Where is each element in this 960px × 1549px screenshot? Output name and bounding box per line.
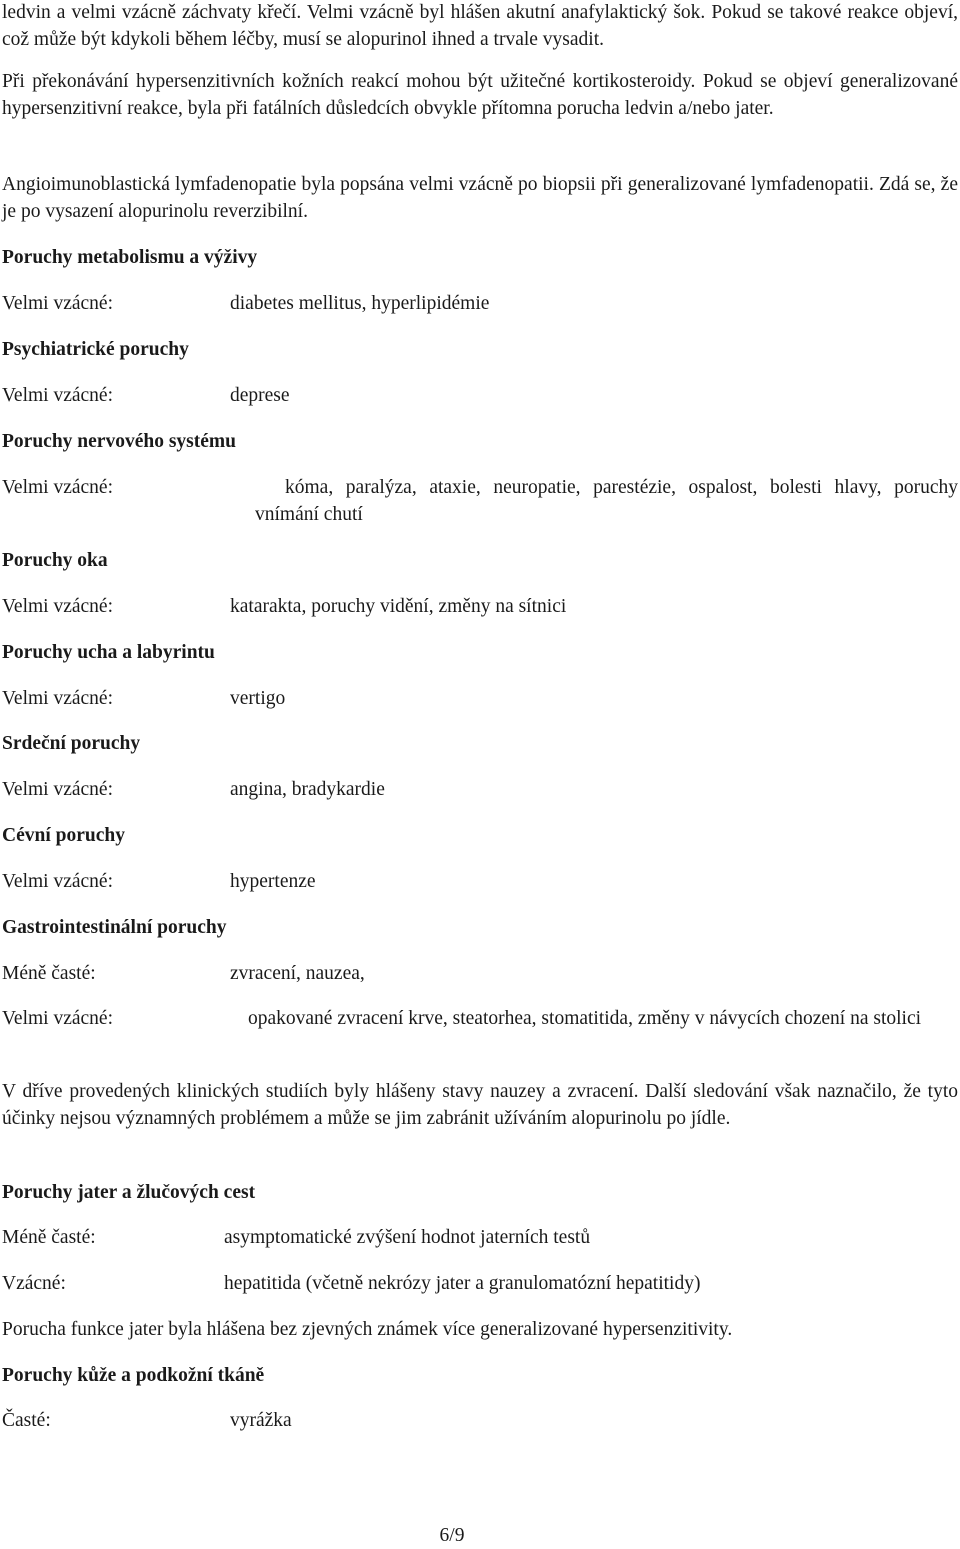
adverse-effects-value: angina, bradykardie bbox=[230, 779, 385, 800]
section-heading-vascular: Cévní poruchy bbox=[2, 825, 125, 846]
frequency-label: Velmi vzácné: bbox=[2, 688, 113, 709]
frequency-label: Méně časté: bbox=[2, 963, 96, 984]
adverse-effects-value: katarakta, poruchy vidění, změny na sítnici bbox=[230, 596, 567, 617]
intro-paragraph-1: ledvin a velmi vzácně záchvaty křečí. Velmi vzácně byl hlášen akutní anafylaktický šok. Pokud se takové reakce objeví, což může být kdykoli během léčby, musí se alopurinol ihned a trvale vysadit. bbox=[2, 2, 958, 50]
adverse-effects-value: hepatitida (včetně nekrózy jater a granulomatózní hepatitidy) bbox=[224, 1273, 701, 1294]
section-heading-gastrointestinal: Gastrointestinální poruchy bbox=[2, 917, 227, 938]
section-note: V dříve provedených klinických studiích byly hlášeny stavy nauzey a zvracení. Další sledování však naznačilo, že tyto účinky nejsou významných problémem a může se jim zabránit užíváním alopurinolu po jídle. bbox=[2, 1081, 958, 1129]
frequency-label: Velmi vzácné: bbox=[2, 1008, 113, 1029]
adverse-effects-value: vertigo bbox=[230, 688, 286, 709]
section-heading-eye: Poruchy oka bbox=[2, 550, 108, 571]
frequency-label: Méně časté: bbox=[2, 1227, 96, 1248]
frequency-label: Velmi vzácné: bbox=[2, 293, 113, 314]
section-heading-psychiatric: Psychiatrické poruchy bbox=[2, 339, 189, 360]
frequency-label: Velmi vzácné: bbox=[2, 385, 113, 406]
frequency-label: Velmi vzácné: bbox=[2, 477, 113, 498]
intro-paragraph-3: Angioimunoblastická lymfadenopatie byla popsána velmi vzácně po biopsii při generalizované lymfadenopatii. Zdá se, že je po vysazení alopurinolu reverzibilní. bbox=[2, 174, 958, 222]
adverse-effects-value: deprese bbox=[230, 385, 290, 406]
section-heading-metabolism: Poruchy metabolismu a výživy bbox=[2, 247, 258, 268]
frequency-label: Velmi vzácné: bbox=[2, 596, 113, 617]
section-heading-skin: Poruchy kůže a podkožní tkáně bbox=[2, 1365, 265, 1386]
adverse-effects-value: hypertenze bbox=[230, 871, 316, 892]
adverse-effects-value: opakované zvracení krve, steatorhea, stomatitida, změny v návycích chození na stolici bbox=[248, 1008, 922, 1029]
section-heading-cardiac: Srdeční poruchy bbox=[2, 733, 141, 754]
intro-paragraph-2: Při překonávání hypersenzitivních kožních reakcí mohou být užitečné kortikosteroidy. Pokud se objeví generalizované hypersenzitivní reakce, byla při fatálních důsledcích obvykle přítomna porucha ledvin a/nebo jater. bbox=[2, 71, 958, 119]
section-heading-hepatobiliary: Poruchy jater a žlučových cest bbox=[2, 1182, 256, 1203]
section-heading-nervous-system: Poruchy nervového systému bbox=[2, 431, 236, 452]
page-number: 6/9 bbox=[439, 1525, 465, 1546]
section-heading-ear: Poruchy ucha a labyrintu bbox=[2, 642, 215, 663]
adverse-effects-value: kóma, paralýza, ataxie, neuropatie, parestézie, ospalost, bolesti hlavy, poruchy vnímání chutí bbox=[255, 477, 958, 525]
frequency-label: Časté: bbox=[2, 1410, 51, 1431]
frequency-label: Velmi vzácné: bbox=[2, 871, 113, 892]
adverse-effects-value: diabetes mellitus, hyperlipidémie bbox=[230, 293, 490, 314]
adverse-effects-value: asymptomatické zvýšení hodnot jaterních testů bbox=[224, 1227, 591, 1248]
frequency-label: Velmi vzácné: bbox=[2, 779, 113, 800]
adverse-effects-value: zvracení, nauzea, bbox=[230, 963, 365, 984]
section-note: Porucha funkce jater byla hlášena bez zjevných známek více generalizované hypersenzitivity. bbox=[2, 1319, 733, 1340]
adverse-effects-value: vyrážka bbox=[230, 1410, 292, 1431]
frequency-label: Vzácné: bbox=[2, 1273, 66, 1294]
